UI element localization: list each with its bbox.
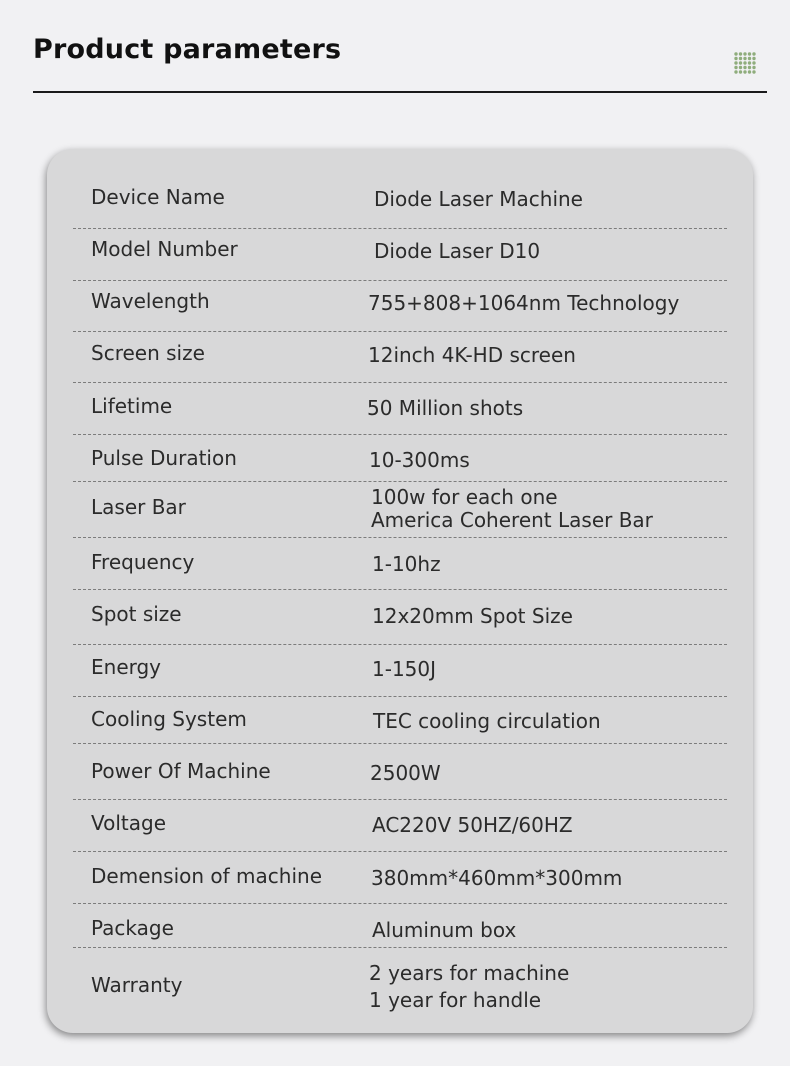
parameter-value-line: Aluminum box — [372, 917, 517, 942]
parameter-label: Pulse Duration — [91, 446, 237, 470]
dot — [739, 52, 742, 55]
title-divider — [33, 91, 767, 93]
parameter-value-line: Diode Laser D10 — [374, 238, 541, 263]
dot — [748, 57, 751, 60]
parameter-value-line: America Coherent Laser Bar — [371, 508, 653, 532]
dot — [748, 66, 751, 69]
parameter-label: Voltage — [91, 811, 167, 835]
dot — [752, 70, 755, 73]
parameter-label: Device Name — [91, 185, 225, 209]
row-divider — [73, 382, 727, 383]
row-divider — [73, 589, 727, 590]
parameter-label: Cooling System — [91, 707, 247, 731]
parameter-value-line: Diode Laser Machine — [374, 186, 583, 211]
parameter-label: Wavelength — [91, 289, 210, 313]
dot — [739, 66, 742, 69]
row-divider — [73, 434, 727, 435]
parameter-value-line: 380mm*460mm*300mm — [371, 865, 623, 890]
parameter-value — [371, 486, 653, 532]
row-divider — [73, 537, 727, 538]
parameter-value-line: 2500W — [370, 760, 441, 785]
dot — [748, 70, 751, 73]
row-divider — [73, 228, 727, 229]
dot — [734, 70, 737, 73]
parameter-value — [373, 710, 601, 733]
dot — [739, 61, 742, 64]
dot — [752, 66, 755, 69]
dot — [739, 70, 742, 73]
row-divider — [73, 799, 727, 800]
row-divider — [73, 743, 727, 744]
parameter-value — [367, 397, 523, 420]
parameter-value-line: 755+808+1064nm Technology — [368, 290, 680, 315]
parameter-label: Laser Bar — [91, 495, 186, 519]
parameter-value-line: 1 year for handle — [369, 988, 542, 1012]
dot — [743, 52, 746, 55]
dot — [752, 57, 755, 60]
row-divider — [73, 903, 727, 904]
parameter-label: Power Of Machine — [91, 759, 271, 783]
parameter-label: Spot size — [91, 602, 182, 626]
dot-grid-icon — [734, 52, 756, 74]
parameter-value — [372, 814, 573, 837]
parameter-value — [374, 188, 583, 211]
parameter-label: Model Number — [91, 237, 238, 261]
parameter-label: Warranty — [91, 973, 183, 997]
parameter-value — [374, 240, 540, 263]
parameter-value — [372, 919, 516, 942]
row-divider — [73, 851, 727, 852]
dot — [752, 61, 755, 64]
parameter-value — [372, 605, 573, 628]
row-divider — [73, 947, 727, 948]
row-divider — [73, 280, 727, 281]
parameter-value — [369, 449, 470, 472]
dot — [743, 66, 746, 69]
parameters-card — [47, 149, 753, 1033]
parameter-value-line: 1-150J — [372, 656, 437, 681]
parameter-value — [368, 292, 679, 315]
dot — [734, 61, 737, 64]
parameter-value-line: 1-10hz — [372, 551, 441, 576]
parameter-label: Package — [91, 916, 174, 940]
dot — [743, 61, 746, 64]
parameter-value — [371, 867, 622, 890]
parameter-value — [372, 553, 441, 576]
dot — [743, 70, 746, 73]
dot — [734, 57, 737, 60]
parameter-value-line: 12x20mm Spot Size — [372, 603, 573, 628]
row-divider — [73, 481, 727, 482]
dot — [752, 52, 755, 55]
parameter-value-line: TEC cooling circulation — [373, 708, 601, 733]
page-title: Product parameters — [33, 34, 342, 65]
parameter-value — [372, 658, 436, 681]
parameter-label: Lifetime — [91, 394, 173, 418]
row-divider — [73, 644, 727, 645]
parameter-label: Frequency — [91, 550, 195, 574]
dot — [748, 52, 751, 55]
dot — [743, 57, 746, 60]
parameter-label: Screen size — [91, 341, 205, 365]
row-divider — [73, 696, 727, 697]
parameter-value-line: 10-300ms — [369, 447, 470, 472]
dot — [734, 52, 737, 55]
parameter-value-line: 2 years for machine — [369, 961, 570, 985]
parameter-value-line: 12inch 4K-HD screen — [368, 342, 576, 367]
parameter-value — [369, 960, 569, 1014]
parameter-value-line: 50 Million shots — [367, 395, 524, 420]
parameter-value-line: AC220V 50HZ/60HZ — [372, 812, 573, 837]
row-divider — [73, 331, 727, 332]
dot — [748, 61, 751, 64]
dot — [739, 57, 742, 60]
parameter-label: Demension of machine — [91, 864, 322, 888]
parameter-value — [368, 344, 576, 367]
parameter-label: Energy — [91, 655, 162, 679]
dot — [734, 66, 737, 69]
parameter-value — [370, 762, 441, 785]
parameter-value-line: 100w for each one — [371, 485, 558, 509]
